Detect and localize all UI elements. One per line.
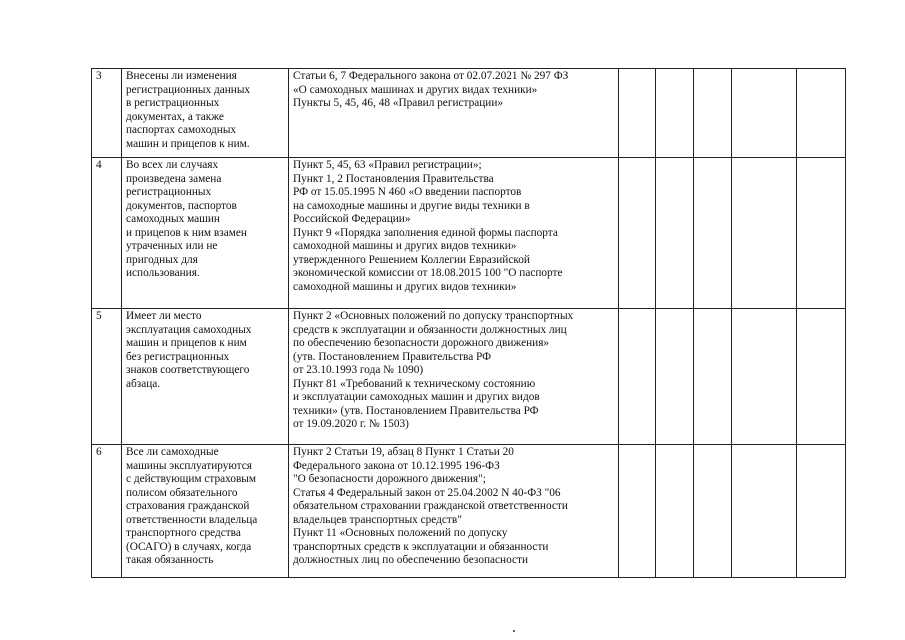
note-cell[interactable] [732, 309, 797, 445]
legal-reference-cell: Пункт 2 Статьи 19, абзац 8 Пункт 1 Статьи 20 Федерального закона от 10.12.1995 196-ФЗ "О безопасности дорожного движения"; Статья 4 Федеральный закон от 25.04.2002 N 40-ФЗ "06 обязательном страховании гражданской ответственности владельцев транспортных средств" Пункт 11 «Основных положений по допуску транспортных средств к эксплуатации и обязанности должностных лиц по обеспечению безопасности [289, 445, 619, 578]
answer-cell-no[interactable] [656, 69, 694, 158]
table-row [92, 309, 846, 445]
answer-cell-no[interactable] [656, 309, 694, 445]
extra-cell[interactable] [797, 445, 846, 578]
scan-speck [513, 630, 515, 632]
question-cell: Во всех ли случаях произведена замена регистрационных документов, паспортов самоходных машин и прицепов к ним взамен утраченных или не пригодных для использования. [122, 158, 289, 309]
extra-cell[interactable] [797, 158, 846, 309]
note-cell[interactable] [732, 69, 797, 158]
answer-cell-yes[interactable] [619, 309, 656, 445]
extra-cell[interactable] [797, 69, 846, 158]
answer-cell-yes[interactable] [619, 445, 656, 578]
answer-cell-not-applicable[interactable] [694, 309, 732, 445]
question-cell: Имеет ли место эксплуатация самоходных машин и прицепов к ним без регистрационных знаков соответствующего абзаца. [122, 309, 289, 445]
legal-reference-cell: Пункт 5, 45, 63 «Правил регистрации»; Пункт 1, 2 Постановления Правительства РФ от 15.05.1995 N 460 «О введении паспортов на самоходные машины и другие виды техники в Российской Федерации» Пункт 9 «Порядка заполнения единой формы паспорта самоходной машины и других видов техники» утвержденного Решением Коллегии Евразийской экономической комиссии от 18.08.2015 100 "О паспорте самоходной машины и других видов техники» [289, 158, 619, 309]
note-cell[interactable] [732, 158, 797, 309]
row-number: 4 [92, 158, 122, 309]
legal-reference-cell: Пункт 2 «Основных положений по допуску транспортных средств к эксплуатации и обязанности должностных лиц по обеспечению безопасности дорожного движения» (утв. Постановлением Правительства РФ от 23.10.1993 года № 1090) Пункт 81 «Требований к техническому состоянию и эксплуатации самоходных машин и других видов техники» (утв. Постановлением Правительства РФ от 19.09.2020 г. № 1503) [289, 309, 619, 445]
legal-reference-cell: Статьи 6, 7 Федерального закона от 02.07.2021 № 297 ФЗ «О самоходных машинах и других видах техники» Пункты 5, 45, 46, 48 «Правил регистрации» [289, 69, 619, 158]
answer-cell-not-applicable[interactable] [694, 158, 732, 309]
answer-cell-not-applicable[interactable] [694, 445, 732, 578]
table-row [92, 69, 846, 158]
row-number: 5 [92, 309, 122, 445]
row-number: 6 [92, 445, 122, 578]
note-cell[interactable] [732, 445, 797, 578]
answer-cell-not-applicable[interactable] [694, 69, 732, 158]
checklist-table [91, 68, 846, 578]
answer-cell-no[interactable] [656, 445, 694, 578]
answer-cell-no[interactable] [656, 158, 694, 309]
extra-cell[interactable] [797, 309, 846, 445]
question-cell: Все ли самоходные машины эксплуатируются с действующим страховым полисом обязательного страхования гражданской ответственности владельца транспортного средства (ОСАГО) в случаях, когда такая обязанность [122, 445, 289, 578]
row-number: 3 [92, 69, 122, 158]
answer-cell-yes[interactable] [619, 158, 656, 309]
table-row [92, 445, 846, 578]
question-cell: Внесены ли изменения регистрационных данных в регистрационных документах, а также паспортах самоходных машин и прицепов к ним. [122, 69, 289, 158]
table-row [92, 158, 846, 309]
answer-cell-yes[interactable] [619, 69, 656, 158]
